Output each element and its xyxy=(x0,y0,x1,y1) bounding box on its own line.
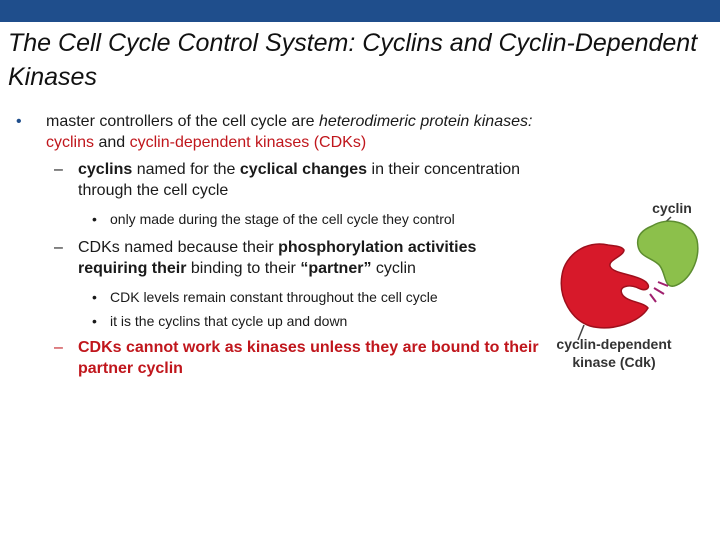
cyclin-label: cyclin xyxy=(652,200,692,216)
header-bar xyxy=(0,0,720,22)
sub1-cyclical-changes: cyclical changes xyxy=(239,161,368,178)
sub1-cyclins: cyclins xyxy=(78,161,133,178)
slide-title: The Cell Cycle Control System: Cyclins and Cyclin-Dependent Kinases xyxy=(8,29,698,91)
sub2-text-a: CDKs named because their xyxy=(78,239,279,256)
point-cyclins-cycle xyxy=(14,309,544,333)
cdk-shape xyxy=(561,244,648,328)
sub1-text-a: named for the xyxy=(132,161,240,178)
sub2-text-b: binding to their xyxy=(186,260,301,277)
bullet-marker: • xyxy=(92,313,97,329)
bullet-master-controllers xyxy=(14,111,544,153)
bullet1-text-italic: heterodimeric protein kinases: xyxy=(319,113,533,130)
dash-marker: – xyxy=(54,161,63,178)
cyclin-shape xyxy=(638,221,698,286)
bullet1-cdks: cyclin-dependent kinases (CDKs) xyxy=(129,134,367,151)
cdk-label-line1: cyclin-dependent xyxy=(556,336,672,352)
sub-bullet-cdks xyxy=(14,237,544,279)
cdk-label-line2: kinase (Cdk) xyxy=(572,354,656,370)
dash-marker: – xyxy=(54,339,63,356)
point-text: only made during the stage of the cell cycle they control xyxy=(110,211,455,227)
dash-marker: – xyxy=(54,239,63,256)
cyclin-cdk-figure xyxy=(540,190,715,380)
activation-mark xyxy=(650,294,656,302)
sub2-partner: “partner” xyxy=(300,260,372,277)
point-text: it is the cyclins that cycle up and down xyxy=(110,313,348,329)
sub-bullet-binding xyxy=(14,337,544,379)
bullet1-text-a: master controllers of the cell cycle are xyxy=(46,113,319,130)
sub2-text-c: cyclin xyxy=(371,260,416,277)
slide-body xyxy=(14,111,544,379)
point-cdk-levels xyxy=(14,285,544,309)
sub2-phosphorylation: phosphorylation activities requiring their xyxy=(78,239,477,277)
sub1-text-b: in their concentration through the cell cycle xyxy=(78,161,521,199)
activation-marks xyxy=(650,282,668,302)
bullet-marker: • xyxy=(92,211,97,227)
bullet1-and: and xyxy=(94,134,130,151)
sub3-text: CDKs cannot work as kinases unless they are bound to their partner cyclin xyxy=(78,339,539,377)
bullet-marker: • xyxy=(16,113,22,130)
point-only-made xyxy=(14,207,544,231)
activation-mark xyxy=(654,288,664,294)
bullet1-cyclins: cyclins xyxy=(46,134,95,151)
point-text: CDK levels remain constant throughout the cell cycle xyxy=(110,289,438,305)
bullet-marker: • xyxy=(92,289,97,305)
sub-bullet-cyclins xyxy=(14,159,544,201)
